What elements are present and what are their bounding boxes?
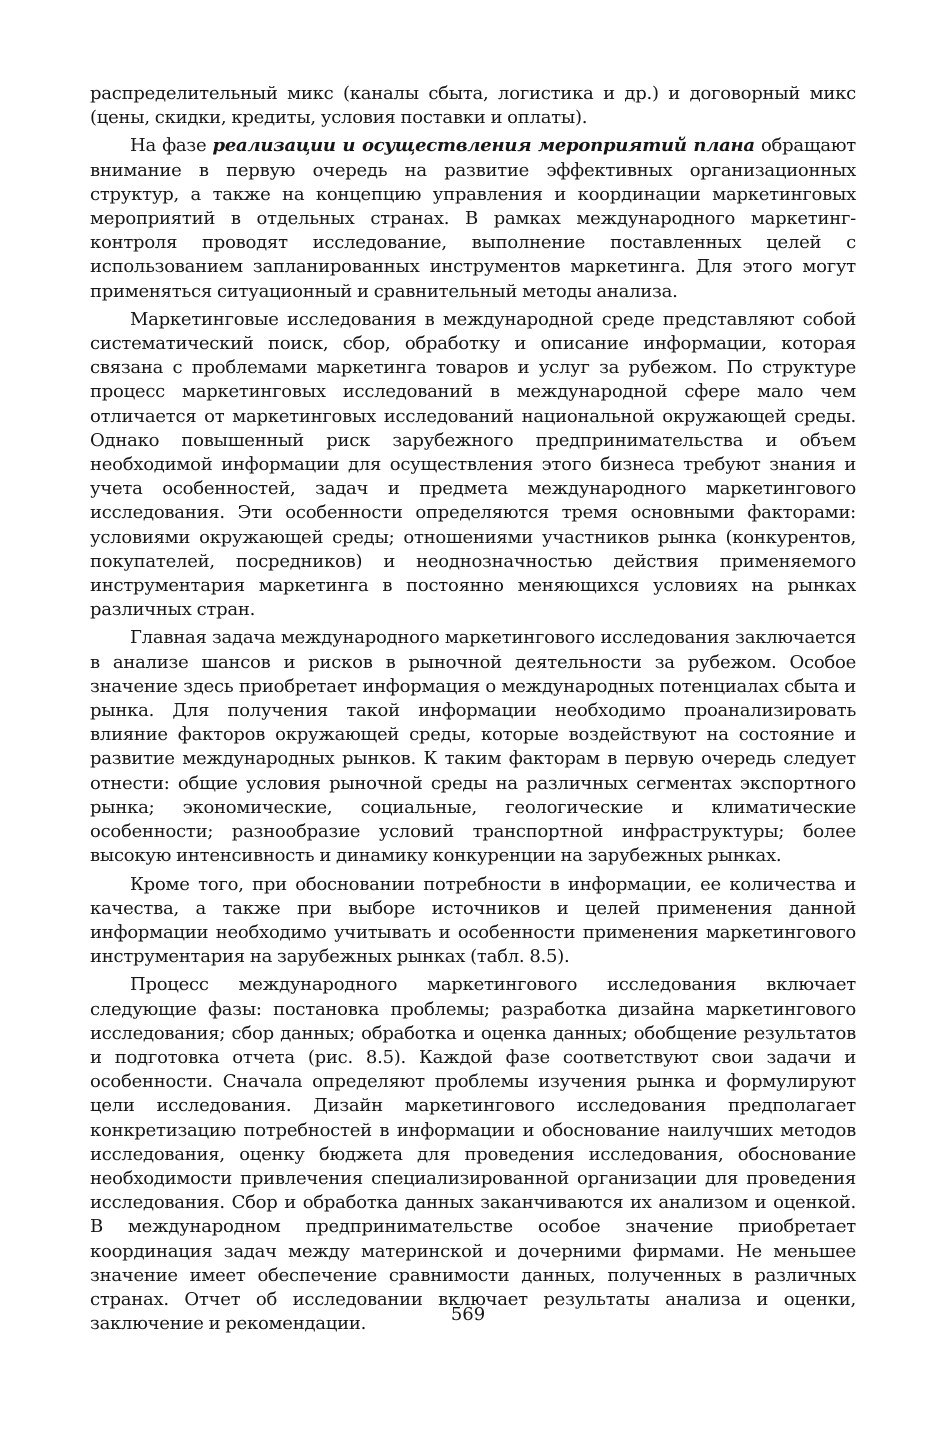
paragraph-5: Кроме того, при обосновании потребности в информации, ее количества и качества, а также при выборе источников и целей применения данной информации необходимо учитывать и особенности применения маркетингового инструментария на зарубежных рынках (табл. 8.5). — [90, 873, 856, 968]
page-number: 569 — [450, 1304, 486, 1325]
paragraph-2-rest: обращают внимание в первую очередь на развитие эффективных организационных структур, а также на концепцию управления и координации маркетинговых мероприятий в отдельных странах. В рамках международного маркетинг-контроля проводят исследование, выполнение поставленных целей с использованием запланированных инструментов маркетинга. Для этого могут применяться ситуационный и сравнительный методы анализа. — [90, 135, 856, 302]
paragraph-3: Маркетинговые исследования в международной среде представляют собой систематический поиск, сбор, обработку и описание информации, которая связана с проблемами маркетинга товаров и услуг за рубежом. По структуре процесс маркетинговых исследований в международной сфере мало чем отличается от маркетинговых исследований национальной окружающей среды. Однако повышенный риск зарубежного предпринимательства и объем необходимой информации для осуществления этого бизнеса требуют знания и учета особенностей, задач и предмета международного маркетингового исследования. Эти особенности определяются тремя основными факторами: условиями окружающей среды; отношениями участников рынка (конкурентов, покупателей, посредников) и неоднозначностью действия применяемого инструментария маркетинга в постоянно меняющихся условиях на рынках различных стран. — [90, 308, 856, 621]
paragraph-2-lead: На фазе — [130, 135, 213, 157]
page-body — [90, 82, 856, 1336]
paragraph-4: Главная задача международного маркетингового исследования заключается в анализе шансов и рисков в рыночной деятельности за рубежом. Особое значение здесь приобретает информация о международных потенциалах сбыта и рынка. Для получения такой информации необходимо проанализировать влияние факторов окружающей среды, которые воздействуют на состояние и развитие международных рынков. К таким факторам в первую очередь следует отнести: общие условия рыночной среды на различных сегментах экспортного рынка; экономические, социальные, геологические и климатические особенности; разнообразие условий транспортной инфраструктуры; более высокую интенсивность и динамику конкуренции на зарубежных рынках. — [90, 627, 856, 867]
paragraph-2 — [90, 134, 856, 303]
emphasis-phrase: реализации и осуществления мероприятий плана — [212, 135, 755, 157]
paragraph-1: распределительный микс (каналы сбыта, логистика и др.) и договорный микс (цены, скидки, кредиты, условия поставки и оплаты). — [90, 83, 856, 129]
paragraph-6: Процесс международного маркетингового исследования включает следующие фазы: постановка проблемы; разработка дизайна маркетингового исследования; сбор данных; обработка и оценка данных; обобщение результатов и подготовка отчета (рис. 8.5). Каждой фазе соответствуют свои задачи и особенности. Сначала определяют проблемы изучения рынка и формулируют цели исследования. Дизайн маркетингового исследования предполагает конкретизацию потребностей в информации и обоснование наилучших методов исследования, оценку бюджета для проведения исследования, обоснование необходимости привлечения специализированной организации для проведения исследования. Сбор и обработка данных заканчиваются их анализом и оценкой. В международном предпринимательстве особое значение приобретает координация задач между материнской и дочерними фирмами. Не меньшее значение имеет обеспечение сравнимости данных, полученных в различных странах. Отчет об исследовании включает результаты анализа и оценки, заключение и рекомендации. — [90, 974, 856, 1335]
